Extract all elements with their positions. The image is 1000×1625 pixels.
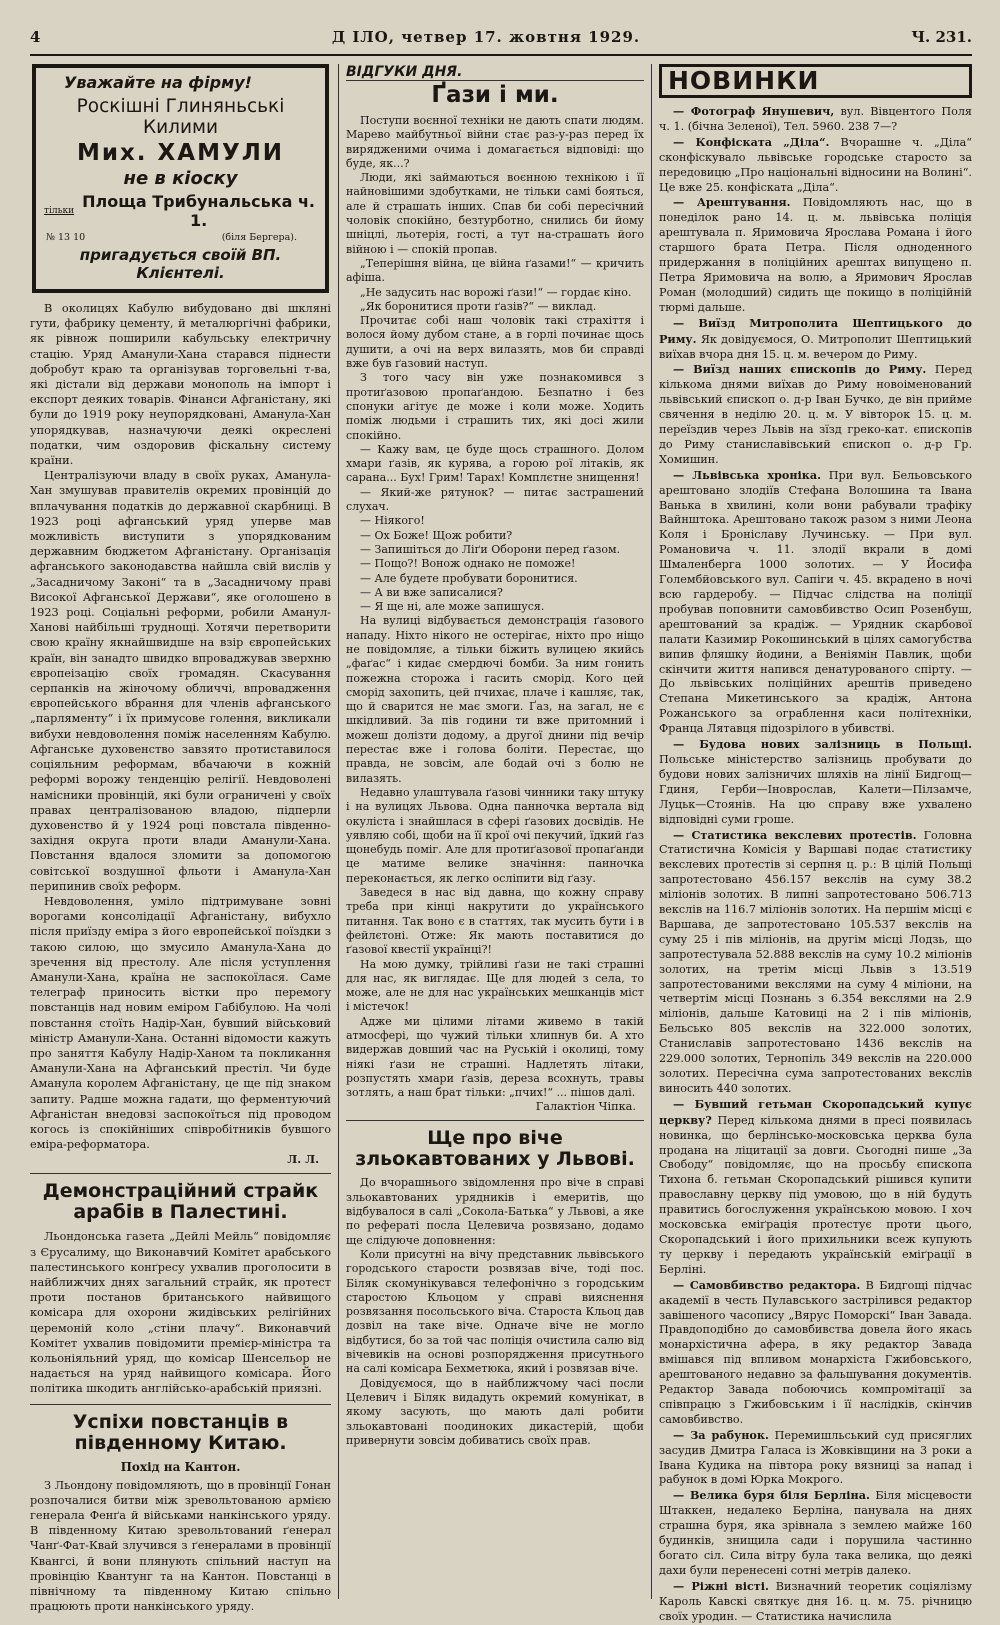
paragraph: — Запишіться до Ліґи Оборони перед ґазом. [360, 542, 621, 556]
news-item-headline: — Арештування. [673, 195, 791, 210]
news-item-body: При вул. Бельовського арештовано злодіїв Стефана Волошина та Івана Ванька в хвилині, коли вони рабували трафіку Вайнштока. Арештовано також разом з ними Леона Коля і Броніславу Лучинську. — При вул. Романовича ч. 11. злодії вкрали в домі Шмаленберга 1000 золотих. — У Йосифа Голембйовського вул. Сапіги ч. 45. вкрадено в ночі всю гардеробу. — Підчас слідства на поліції пробував поповнити самовбивство Осип Розенбуш, арештований за крадіж. — Урядник скарбової палати Казимир Рокошинський в цілях самогубства випив фляшку йодини, а Веніямін Павлик, щоби скінчити життя напився денатурованого спірту. — До львівських поліційних арештів приведено Степана Микетинського за крадіж, Антона Рожанського за ограблення каси політехніки, Франца Лятавця підозрілого в убивстві. [659, 468, 972, 736]
paragraph: — Я ще ні, але може запишуся. [360, 600, 545, 614]
paragraph: Поступи воєнної техніки не дають спати людям. Марево майбутньої війни стає раз-у-раз перед їх вирядженими очима і домагається відповіді: що буде, як...? [346, 114, 644, 170]
paragraph: — Пощо?! Вонож однако не поможе! [360, 557, 576, 571]
news-item [659, 1488, 972, 1578]
page-header [30, 28, 972, 56]
divider [346, 1120, 644, 1121]
paragraph: Прочитає собі наш чоловік такі страхіття і волося йому дубом стане, а в горлі починає щось душити, а очі на верх вилазять, мов би справді вже був ґазовий наступ. [346, 314, 644, 371]
china-subheadline: Похід на Кантон. [120, 1459, 241, 1474]
news-item-body: Перемишльський суд присяглих засудив Дмитра Галаса із Жовківщини на 3 роки а Івана Кудика на півтора року вязниці за напад і рабунок в домі Юрка Мокрого. [659, 1428, 972, 1487]
news-item-headline: — Статистика векслевих протестів. [673, 827, 917, 842]
paragraph: З Льондону повідомляють, що в провінції Гонан розпочалися битви між зревольтованою армією генерала Фенґа й військами нанкінського уряду. В південному Китаю зревольтований ґенерал Чанґ-Фат-Квай злучився з ґенералами в провінції Квангсі, й вони плянують спільний наступ на провінцію Квантунг та на Кантон. Повстанці в північному та південному Китаю спільно працюють проти нанкінського уряду. [30, 1478, 331, 1614]
paragraph: — Ох Боже! Щож робити? [360, 528, 513, 542]
column-middle [338, 64, 651, 1599]
news-item [659, 468, 972, 737]
paragraph: До вчорашнього звідомлення про віче в справі зльокавтованих урядників і емеритів, що відбувалося в салі „Сокола-Батька“ у Львові, а яке по рефераті посла Целевича розвязано, додамо ще слідуюче доповнення: [346, 1176, 644, 1247]
paragraph: „Не задусить нас ворожі ґази!“ — гордає кіно. [360, 285, 632, 299]
palestine-headline: Демонстраційний страйк арабів в Палестині. [42, 1180, 319, 1224]
news-item [659, 195, 972, 315]
news-item [659, 362, 972, 467]
paragraph: Адже ми цілими літами живемо в такій атмосфері, що чужий тільки хлипнув би. А хто видержав довший час на Руській і околиці, тому ніякі ґази не страшні. Надлетять літаки, розпустять хмари ґазів, дереза всохнуть, травы зотлять, а наш брат тільки: „пчих!“ ... пішов далі. [346, 1014, 644, 1100]
news-item-body: Перед кількома днями в пресі появилась новинка, що берлінсько-московська церква була продана на ліцитації за довги. Сьогодні пише „За Свободу“ повідомляє, що на просьбу єпископа Тихона б. гетьман Скоропадський рішився купити православну церкву під умовою, що в ній будуть правитись богослуження українською мовою. І хоч московська еміґрація протестує проти цього, Скоропадський і його прихильники всеж купують ту церкву і передають українській еміґрації в Берліні. [659, 1113, 972, 1276]
paragraph: Льондонська газета „Дейлі Мейль“ повідомляє з Єрусалиму, що Виконавчий Комітет арабського палестинського конґресу ухвалив проголосити в найближчих днях загальний страйк, як протест проти постанов британського найвищого комісара для охорони жидівських релігійних церемоній коло „стіни плачу“. Виконавчий Комітет ухвалив повідомити премієр-міністра та кольоніяльний уряд, що комісар Шенсельор не надається на уряд найвищого комісара. Його політика шкодить англійсько-арабській приязні. [30, 1230, 331, 1396]
news-list [659, 104, 972, 1625]
news-item [659, 316, 972, 363]
issue-number: Ч. 231. [911, 28, 972, 46]
paragraph: Централізуючи владу в своїх руках, Аманула-Хан змушував правителів окремих провінцій до вплачування податків до державної скарбниці. В 1923 році афганський уряд уперве мав можливість виступити з упорядкованим державним бюджетом Афганістану. Організація афганського законодавства найшла свій вислів у „Засадничому Законі“ та в „Засадничому праві Високої Афганської Держави“, яке оголошено в 1923 році. Соціальні реформи, робили Аманул-Ханові найбільші труднощі. Хотячи перетворити свою країну якнайшвидше на взір європейських країн, він занадто швидко впроваджував зверхню європеізацію своїх громадян. Скасування серпанків на жіночому обличчі, впровадження європейського вбрання для членів афганського „парляменту“ і їх примусове голення, викликали вибухи невдоволення поміж населенням Кабулю. Афганське духовенство завзято протиставилося соціяльним реформам, вбачаючи в кожній реформі ворожу тенденцію релігії. Невдоволені намісники провінцій, які були ограничені у своїх правах централізованою владою, підперли духовенство й у 1924 році повстала південно-західня округа проти влади Аманули-Хана. Повстання вдалося зломити за допомогою совітської воздушної фльоти і Аманула-Хан перипинив своїх реформ. [30, 469, 331, 893]
news-item-headline: — За рабунок. [673, 1427, 769, 1442]
paragraph: — Кажу вам, це буде щось страшного. Долом хмари ґазів, як курява, а горою рої літаків, як сарана... Бух! Грим! Тарах! Комплєтне знищення! [346, 442, 644, 485]
paragraph: В околицях Кабулю вибудовано дві шкляні гути, фабрику цементу, й металюргічні фабрики, як рівнож поширили кабульську електричну стацію. Уряд Аманули-Хана старався піднести добробут краю та організував торговельні т-ва, які дістали від держави монополь на імпорт і експорт деяких товарів. Фінанси Афганістану, які були до 1919 року неупорядковані, Аманула-Хан упорядкував, назначуючи деякі окреслені податки, чим оздоровив фіскальну систему країни. [30, 302, 331, 468]
news-item-headline: — Львівська хроніка. [673, 467, 822, 482]
gas-article [346, 114, 644, 1113]
news-item-body: вул. Вівцентого Поля ч. 1. (бічна Зеленої), Тел. 5960. 238 7—? [659, 105, 972, 133]
column-right [651, 64, 973, 1623]
paragraph: З того часу він уже познакомився з протиґазовою пропаґандою. Безпатно і без спонуки агітує де може і коли може. Ходить поміж людьми і страшить тих, які досі жили спокійно. [346, 371, 644, 442]
news-item [659, 1278, 972, 1428]
divider [30, 1173, 331, 1174]
news-item-headline: — Ріжні вісті. [673, 1578, 769, 1593]
news-section-title: НОВИНКИ [659, 64, 972, 98]
paragraph: „Теперішня війна, це війна ґазами!“ — кричить афіша. [346, 256, 644, 285]
news-item [659, 104, 972, 135]
news-item-body: Польське міністерство залізниць пробувати до будови нових залізничих шляхів на лінії Бидгощ—Гдиня, Герби—Іноврослав, Калети—Пілзамче, Луцьк—Стоянів. На цю справу вже ухвалено відповідні суми гроше. [659, 752, 972, 826]
paragraph: На вулиці відбувається демонстрація ґазового нападу. Ніхто нікого не остерігає, ніхто про ніщо не повідомляє, а тільки біжить вулицею якийсь „фаґас“ і кидає смердючі бомби. За ним гонить пожежна сторожа і гасить сморід. Кого цей сморід захопить, цей пчихає, плаче і кашляє, так, що й сварится не має змоги. Ґаз, на загал, не є шкідливий. За пів години ти вже притомний і можеш долізти додому, а другої днини під вечір перестає вже і голова боліти. Перестає, що правда, не зовсім, але бодай очі з болю не вилазять. [346, 614, 644, 785]
afghanistan-article [30, 301, 331, 1166]
divider [30, 1404, 331, 1405]
ad-line-reminder: пригадується своїй ВП. Клієнтелі. [79, 246, 282, 282]
ad-location-note: (біля Бергера). [221, 232, 297, 243]
paragraph: На мою думку, трійливі ґази не такі страшні для нас, як виглядає. Ще для людей з села, то може, але не для нас українських мешканців міст і містечок! [346, 957, 644, 1014]
news-item-headline: — Виїзд Митрополита Шептицького до Риму. [659, 315, 972, 346]
china-headline: Успіхи повстанців в південному Китаю. [72, 1410, 289, 1454]
news-item-body: В Бидгощі підчас академії в честь Пулавського застрілився редактор завішеного часопису „Вярус Поморскі“ Іван Завада. Правдоподібно до самовбивства довела його якась монархістична афера, в яку редактор Завада вмішався під впливом монархіста Гжибовського, арештованого недавно за фальшування документів. Редактор Завада побоючись компромітації за співпрацю з Гжибовським і її наслідків, скінчив самовбивство. [659, 1278, 972, 1426]
column-left [30, 64, 338, 1614]
news-item-headline: — Бувший гетьман Скоропадський купує церкву? [659, 1096, 972, 1127]
news-item [659, 828, 972, 1097]
ad-line-carpets: Роскішні Глиняньські Килими [76, 96, 285, 138]
news-item-headline: — Фотограф Янушевич, [673, 104, 835, 118]
news-item-body: Повідомляють нас, що в понеділок рано 14. ц. м. львівська поліція арештувала п. Яримовича Ярослава Романа і його старшого брата Петра. Після одноденного придержання в поліційних арештах випущено п. Петра Яримовича на волю, а Яримович Ярослав Роман (молодший) сидить ще покищо в поліційній тюрмі дальше. [659, 196, 973, 314]
section-rubric: ВІДГУКИ ДНЯ. [346, 64, 644, 81]
paragraph: Люди, які займаються воєнною технікою і її найновішими здобутками, не тільки самі бояться, але й страшать інших. Спав би собі пересічний чоловік спокійно, безтурботно, снились би йому шніцлі, льотерія, гості, а тут на-страшать його війною і — спокій пропав. [346, 171, 644, 256]
paragraph: Коли присутні на вічу представник львівського городського старости розвязав віче, тоді пос. Біляк скомунікувався телефонічно з городським старостою Кльоцом у справі вияснення розвязання посольського віча. Староста Кльоц дав дозвіл на таке віче. Одначе віче не могло відбутися, бо за той час поліція очистила салю від вічевиків на основі розпорядження присутнього на салі комісара Бехметюка, який і розвязав віче. [346, 1247, 644, 1376]
news-item-headline: — Самовбивство редактора. [673, 1277, 861, 1292]
news-item-headline: — Виїзд наших єпископів до Риму. [673, 362, 927, 377]
ad-line-only: тільки [44, 206, 75, 216]
news-item-headline: — Будова нових залізниць в Польщі. [673, 737, 972, 752]
ad-line-merchant: Мих. ХАМУЛИ [76, 140, 285, 166]
ad-line-not-kiosk: не в кіоску [123, 168, 238, 189]
article-signature: Л. Л. [287, 1152, 319, 1167]
paragraph: — Який-же рятунок? — питає застрашений слухач. [346, 485, 644, 514]
news-item-body: Біля місцевости Штаккен, недалеко Берліна, панувала на днях страшна буря, яка зрівнала з землею майже 160 будинків, знищила сади і порушила частинно богато сіл. Сила вітру була така велика, що деякі дахи були перенесені сотні метрів далеко. [659, 1489, 973, 1577]
news-item-body: Визначний теоретик соціялізму Кароль Кавскі святкує дня 16. ц. м. 75. річницю своїх уродин. — Статистика начислила [659, 1579, 972, 1623]
news-item-body: Перед кількома днями виїхав до Риму новоіменований львівський єпископ о. д-р Іван Бучко, де він прийме свячення в неділю 20. ц. м. У вівторок 15. ц. м. переїздив через Львів на зїзд греко-кат. єпископів до Риму станиславівський єпископ о. д-р Гр. Хомишин. [659, 363, 972, 466]
paragraph: „Як боронитися проти ґазів?“ — виклад. [360, 299, 597, 313]
paragraph: Невдоволення, уміло підтримуване зовні ворогами консолідації Афганістану, вибухло після приїзду еміра з його европейської поїздки з такою силою, що змусило Аманула-Хана до зречення від престолу. Але після уступлення Аманули-Хана, країна не заспокоїлася. Саме телеграф приносить вістки про перемогу повстанців над новим еміром Габібулою. На чолі повстання стоїть Надір-Хан, бувший військовий міністр Аманули-Хана. Останні відомости кажуть про заняття Кабулу Надір-Ханом та покликання Аманули-Хана на Афганський престіл. Чи буде Аманула королем Афганістану, це ще під знаком запиту. Радше можна гадати, що ферментуючий Афганістан внедовзі заспокоїться під проводом когось із спокійніших співробітників бувшого еміра-реформатора. [30, 894, 331, 1152]
gas-headline: Ґази і ми. [431, 82, 559, 108]
article-author: Галактіон Чіпка. [535, 1100, 636, 1114]
paragraph: — А ви вже записалися? [360, 585, 503, 599]
news-item-headline: — Велика буря біля Берліна. [673, 1488, 870, 1503]
news-item [659, 1097, 972, 1278]
carpet-advertisement [32, 64, 329, 293]
masthead: Д ІЛО, четвер 17. жовтня 1929. [331, 28, 641, 46]
news-item-headline: — Конфіската „Діла“. [673, 134, 830, 149]
ad-line-address: Площа Трибунальська ч. 1. [82, 192, 316, 230]
viche-headline: Ще про віче зльокавтованих у Львові. [355, 1127, 635, 1171]
news-item [659, 1579, 972, 1625]
paragraph: Довідуємося, що в найближчому часі посли Целевич і Біляк видадуть окремий комунікат, в якому засують, що мають далі робити зльокавтовані поодиноких дикастерій, щоби привернути зовсім добиватись своїх прав. [346, 1376, 644, 1447]
paragraph: — Ніякого! [360, 514, 425, 528]
news-item-body: Як довідуємося, О. Митрополит Шептицький виїхав вчора дня 15. ц. м. вечером до Риму. [659, 332, 972, 361]
paragraph: — Але будете пробувати боронитися. [360, 571, 578, 585]
ad-phone: № 13 10 [46, 232, 86, 243]
page-number: 4 [30, 28, 41, 46]
news-item-body: Головна Статистична Комісія у Варшаві подає статистику векслевих протестів зі серпня ц. р.: В цілій Польщі запротестовано 456.157 векслів на суму 38.2 міліонів золотих. В липні запротестовано 506.713 векслів на 116.7 міліонів золотих. На першім місці є Варшава, де запротестовано 105.537 векслів на суму 25 і пів міліонів, на другім місці Лодзь, що запротестувала 52.888 векслів на суму 10.2 міліонів золотих, на третім місці Львів з 13.519 запротестованими векслями на суму 4 міліони, на четвертім місці Познань з 6.354 векслями на 2.9 міліонів, дальше Катовиці на 2 і пів міліонів, Бельсько 805 векслів на 322.000 золотих, Станиславів запротестовано 1436 векслів на 229.000 золотих, Тернопіль 349 векслів на 220.000 золотих. Пересічна сума запротестованих векслів виносить 440 золотих. [659, 828, 972, 1095]
paragraph: Заведеся в нас від давна, що кожну справу треба при кінці накрутити до українського питання. Так воно є в статтях, так мусить бути і в фейлєтоні. Отже: Як мають поставитися до ґазової квестії українці?! [346, 886, 644, 957]
news-item-body: Вчорашне ч. „Діла“ сконфіскувало львівське городське старосто за передовицю „Про національні відносини на Волині“. Це вже 25. конфіската „Діла“. [659, 135, 972, 194]
news-item [659, 1428, 972, 1489]
news-item [659, 737, 972, 827]
paragraph: Недавно улаштувала ґазові чинники таку штуку і на вулицях Львова. Одна панночка вертала від окуліста і знайшлася в сфері ґазових досвідів. Не уявляю собі, щоби на її крої очі пекучий, їдкий ґаз щонебудь поміг. Але для протиґазової пропаґанди це матиме велике значіння: панночка переконається, як легко осліпити від ґазу. [346, 785, 644, 885]
ad-line-attention: Уважайте на фірму! [64, 73, 252, 92]
news-item [659, 135, 972, 196]
